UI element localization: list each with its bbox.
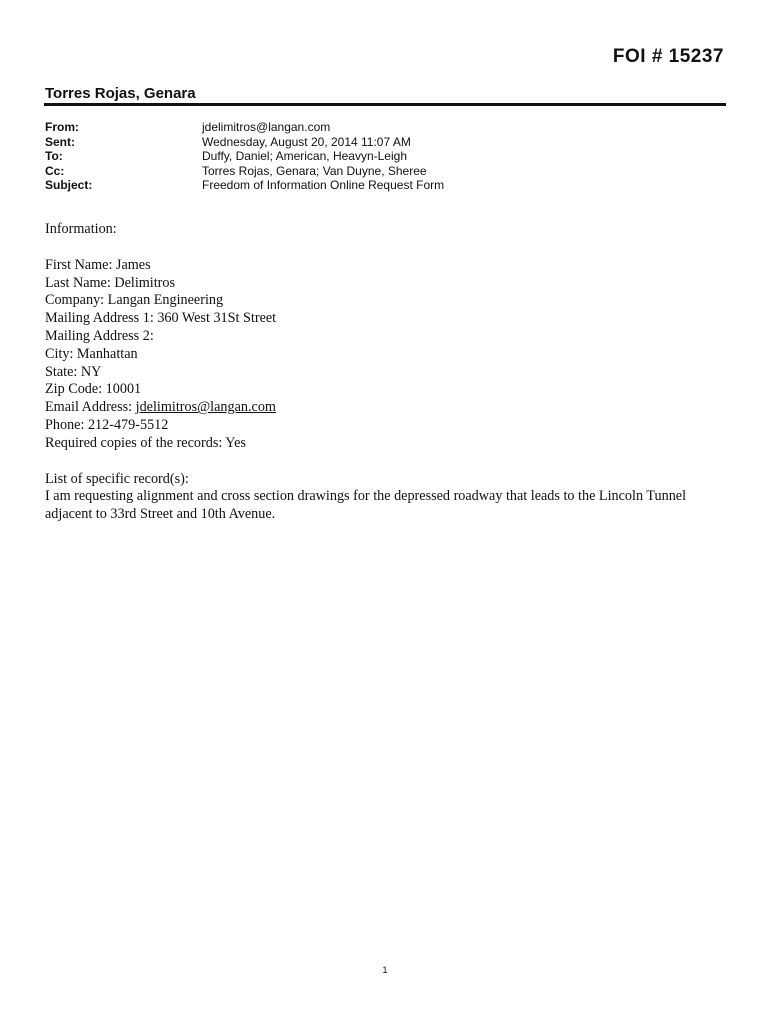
- header-row-from: [45, 120, 444, 135]
- required-copies: Required copies of the records: Yes: [45, 434, 246, 451]
- first-name: First Name: James: [45, 256, 151, 273]
- zip-code: Zip Code: 10001: [45, 381, 142, 398]
- email-address-link[interactable]: jdelimitros@langan.com: [135, 399, 276, 416]
- company: Company: Langan Engineering: [45, 292, 224, 309]
- from-value: jdelimitros@langan.com: [202, 120, 331, 134]
- foi-number: FOI # 15237: [612, 46, 724, 67]
- mailing-address-1: Mailing Address 1: 360 West 31St Street: [45, 310, 277, 327]
- to-label: To:: [45, 149, 63, 163]
- sent-label: Sent:: [45, 134, 75, 149]
- sent-value: Wednesday, August 20, 2014 11:07 AM: [202, 134, 411, 149]
- header-row-sent: [45, 135, 444, 150]
- header-divider: [44, 103, 726, 106]
- state: State: NY: [45, 363, 102, 380]
- email-body: [45, 221, 735, 524]
- mailing-address-2: Mailing Address 2:: [45, 327, 154, 344]
- phone: Phone: 212-479-5512: [45, 416, 169, 433]
- email-address-label: Email Address:: [45, 399, 136, 416]
- cc-value: Torres Rojas, Genara; Van Duyne, Sheree: [202, 163, 427, 178]
- records-text: I am requesting alignment and cross section drawings for the depressed roadway that leads to the Lincoln Tunnel adjacent to 33rd Street and 10th Avenue.: [45, 488, 687, 523]
- subject-label: Subject:: [45, 178, 93, 192]
- email-header: [45, 120, 444, 193]
- cc-label: Cc:: [45, 163, 65, 178]
- from-label: From:: [45, 120, 79, 134]
- mailbox-name: Torres Rojas, Genara: [45, 85, 196, 102]
- last-name: Last Name: Delimitros: [45, 274, 176, 291]
- header-row-cc: [45, 164, 444, 179]
- subject-value: Freedom of Information Online Request Form: [202, 178, 445, 192]
- header-row-to: [45, 149, 444, 164]
- to-value: Duffy, Daniel; American, Heavyn-Leigh: [202, 149, 407, 163]
- information-heading: Information:: [45, 221, 117, 237]
- header-row-subject: [45, 178, 444, 193]
- page-number: 1: [382, 965, 388, 975]
- email-address: [45, 399, 735, 417]
- city: City: Manhattan: [45, 345, 138, 362]
- records-heading: List of specific record(s):: [45, 470, 189, 487]
